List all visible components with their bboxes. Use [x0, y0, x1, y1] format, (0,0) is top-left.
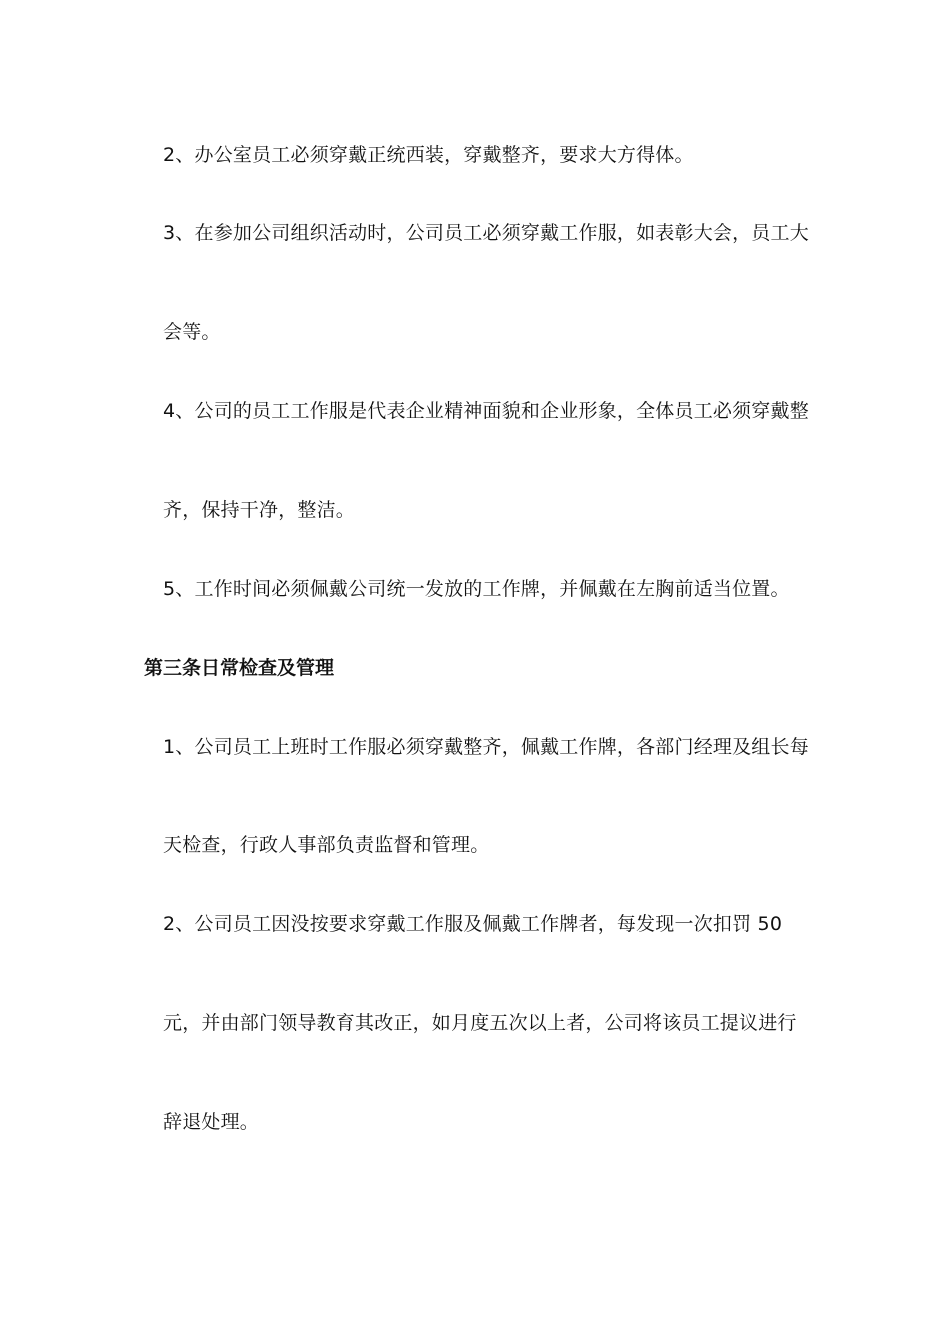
paragraph-line: 会等。 [163, 321, 221, 343]
paragraph-line: 2、公司员工因没按要求穿戴工作服及佩戴工作牌者，每发现一次扣罚 50 [163, 913, 783, 935]
paragraph-line: 齐，保持干净，整洁。 [163, 499, 356, 521]
paragraph-line: 5、工作时间必须佩戴公司统一发放的工作牌，并佩戴在左胸前适当位置。 [163, 578, 790, 600]
section-heading: 第三条日常检查及管理 [144, 657, 335, 679]
paragraph-line: 元，并由部门领导教育其改正，如月度五次以上者，公司将该员工提议进行 [163, 1012, 797, 1034]
paragraph-line: 2、办公室员工必须穿戴正统西装，穿戴整齐，要求大方得体。 [163, 144, 694, 166]
paragraph-line: 3、在参加公司组织活动时，公司员工必须穿戴工作服，如表彰大会，员工大 [163, 222, 809, 244]
paragraph-line: 1、公司员工上班时工作服必须穿戴整齐，佩戴工作牌，各部门经理及组长每 [163, 736, 809, 758]
paragraph-line: 辞退处理。 [163, 1111, 260, 1133]
paragraph-line: 天检查，行政人事部负责监督和管理。 [163, 834, 490, 856]
paragraph-line: 4、公司的员工工作服是代表企业精神面貌和企业形象，全体员工必须穿戴整 [163, 400, 809, 422]
